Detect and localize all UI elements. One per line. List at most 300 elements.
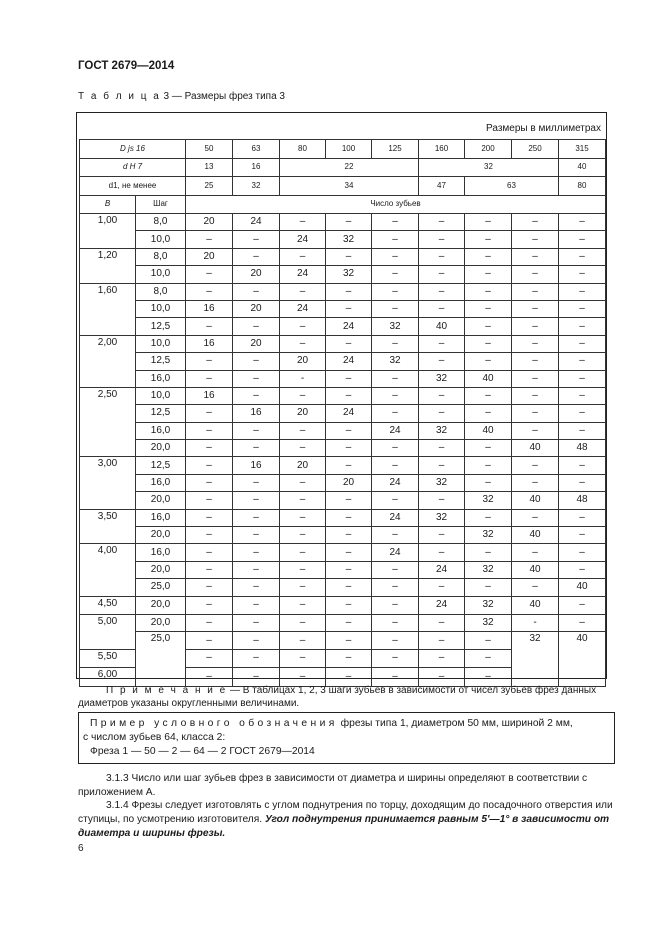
teeth-count-cell: –	[465, 318, 512, 335]
table-row	[80, 266, 606, 283]
table-note	[78, 684, 618, 710]
teeth-count-cell: –	[233, 527, 280, 544]
teeth-count-cell: –	[512, 544, 559, 561]
teeth-count-cell: 32	[372, 353, 419, 370]
teeth-count-cell: 24	[372, 544, 419, 561]
teeth-count-cell: –	[326, 632, 372, 649]
teeth-count-cell: –	[233, 614, 280, 631]
width-cell: 3,00	[80, 457, 136, 509]
teeth-count-cell: 40	[512, 440, 559, 457]
teeth-count-cell: 24	[280, 231, 326, 248]
teeth-count-cell: –	[465, 457, 512, 474]
teeth-count-cell: –	[280, 649, 326, 667]
teeth-count-cell: -	[512, 614, 559, 631]
teeth-count-cell: –	[186, 561, 233, 578]
teeth-count-cell: –	[372, 579, 419, 596]
pitch-cell: 20,0	[136, 561, 186, 578]
teeth-count-cell: –	[419, 248, 465, 265]
header-bore-value: 32	[419, 158, 559, 177]
teeth-count-cell: –	[559, 231, 606, 248]
teeth-count-cell: –	[372, 614, 419, 631]
teeth-count-cell: –	[465, 474, 512, 491]
teeth-count-cell: –	[280, 440, 326, 457]
teeth-count-cell: –	[559, 387, 606, 404]
header-diameter-value: 80	[280, 140, 326, 159]
pitch-cell: 20,0	[136, 596, 186, 614]
teeth-count-cell: –	[512, 509, 559, 526]
paragraph-3-1-4	[78, 799, 618, 841]
teeth-count-cell: –	[186, 649, 233, 667]
teeth-count-cell: –	[559, 614, 606, 631]
teeth-count-cell: –	[512, 474, 559, 491]
table-row	[80, 474, 606, 491]
teeth-count-cell: –	[559, 457, 606, 474]
teeth-count-cell: 32	[512, 632, 559, 686]
teeth-count-cell: 40	[512, 492, 559, 509]
teeth-count-cell: –	[280, 527, 326, 544]
width-cell: 5,50	[80, 649, 136, 667]
pitch-cell: 8,0	[136, 248, 186, 265]
header-hub-value: 25	[186, 177, 233, 196]
paragraph-3-1-4-text: 3.1.4 Фрезы следует изготовлять с углом поднутрения по торцу, доходящим до посадочного отверстия или ступицы, по усмотрению изготовителя.	[78, 800, 613, 825]
teeth-count-cell: –	[186, 668, 233, 686]
pitch-cell: 12,5	[136, 457, 186, 474]
teeth-count-cell: –	[233, 668, 280, 686]
teeth-count-cell: –	[465, 440, 512, 457]
example-line-1	[90, 718, 573, 729]
teeth-count-cell: –	[280, 544, 326, 561]
teeth-count-cell: –	[326, 214, 372, 231]
teeth-count-cell: –	[280, 492, 326, 509]
header-bore-value: 16	[233, 158, 280, 177]
teeth-count-cell: –	[233, 649, 280, 667]
teeth-count-cell: 40	[512, 596, 559, 614]
teeth-count-cell: –	[280, 335, 326, 352]
teeth-count-cell: 20	[326, 474, 372, 491]
teeth-count-cell: 24	[372, 422, 419, 439]
teeth-count-cell: –	[419, 649, 465, 667]
teeth-count-cell: –	[186, 405, 233, 422]
table-row	[80, 440, 606, 457]
pitch-cell: 25,0	[136, 579, 186, 596]
pitch-cell: 10,0	[136, 300, 186, 317]
header-diameter-value: 160	[419, 140, 465, 159]
teeth-count-cell: –	[233, 509, 280, 526]
width-cell: 6,00	[80, 668, 136, 686]
teeth-count-cell: –	[512, 422, 559, 439]
teeth-count-cell: –	[186, 422, 233, 439]
teeth-count-cell: –	[512, 405, 559, 422]
width-cell: 2,50	[80, 387, 136, 457]
teeth-count-cell: –	[326, 300, 372, 317]
teeth-count-cell: 24	[280, 266, 326, 283]
teeth-count-cell: –	[326, 579, 372, 596]
document-title: ГОСТ 2679—2014	[78, 60, 175, 72]
teeth-count-cell: –	[465, 231, 512, 248]
teeth-count-cell: 16	[233, 405, 280, 422]
teeth-count-cell: –	[419, 266, 465, 283]
teeth-count-cell: 32	[372, 318, 419, 335]
teeth-count-cell: –	[372, 492, 419, 509]
header-diameter-value: 250	[512, 140, 559, 159]
teeth-count-cell: –	[465, 335, 512, 352]
teeth-count-cell: 20	[186, 214, 233, 231]
teeth-count-cell: 40	[512, 561, 559, 578]
table-row	[80, 596, 606, 614]
example-label: Пример условного обозначения	[90, 718, 338, 729]
teeth-count-cell: –	[280, 214, 326, 231]
teeth-count-cell: –	[326, 387, 372, 404]
teeth-count-cell: –	[419, 405, 465, 422]
teeth-count-cell: –	[372, 596, 419, 614]
teeth-count-cell: –	[419, 300, 465, 317]
teeth-count-cell: –	[559, 353, 606, 370]
teeth-count-cell: –	[465, 387, 512, 404]
teeth-count-cell: –	[465, 353, 512, 370]
header-row-diameter	[80, 140, 606, 159]
teeth-count-cell: –	[280, 614, 326, 631]
teeth-count-cell: 40	[465, 422, 512, 439]
teeth-count-cell: –	[326, 649, 372, 667]
header-hub-value: 34	[280, 177, 419, 196]
teeth-count-cell: –	[559, 283, 606, 300]
teeth-count-cell: –	[372, 668, 419, 686]
teeth-count-cell: –	[280, 596, 326, 614]
teeth-count-cell: –	[186, 283, 233, 300]
teeth-count-cell: 48	[559, 440, 606, 457]
teeth-count-cell: 24	[372, 474, 419, 491]
header-hub-value: 32	[233, 177, 280, 196]
teeth-count-cell: 32	[465, 492, 512, 509]
teeth-count-cell: –	[512, 248, 559, 265]
table-row	[80, 214, 606, 231]
teeth-count-cell: –	[419, 668, 465, 686]
teeth-count-cell: 24	[326, 353, 372, 370]
teeth-count-cell: –	[186, 632, 233, 649]
table-row	[80, 544, 606, 561]
teeth-count-cell: –	[512, 318, 559, 335]
table-row	[80, 422, 606, 439]
teeth-count-cell: 32	[326, 231, 372, 248]
pitch-cell: 8,0	[136, 214, 186, 231]
table-row	[80, 509, 606, 526]
teeth-count-cell: –	[465, 544, 512, 561]
teeth-count-cell: –	[233, 422, 280, 439]
teeth-count-cell: 32	[419, 422, 465, 439]
width-cell: 1,60	[80, 283, 136, 335]
pitch-cell: 16,0	[136, 509, 186, 526]
teeth-count-cell: –	[419, 492, 465, 509]
teeth-count-cell: –	[186, 231, 233, 248]
teeth-count-cell: –	[559, 422, 606, 439]
teeth-count-cell: –	[186, 527, 233, 544]
teeth-count-cell: –	[186, 474, 233, 491]
teeth-count-cell: –	[326, 596, 372, 614]
note-label: П р и м е ч а н и е	[106, 685, 228, 696]
teeth-count-cell: –	[233, 318, 280, 335]
teeth-count-cell: –	[559, 300, 606, 317]
teeth-count-cell: –	[326, 492, 372, 509]
teeth-count-cell: 20	[233, 266, 280, 283]
teeth-count-cell: –	[465, 632, 512, 649]
teeth-count-cell: –	[559, 248, 606, 265]
teeth-count-cell: –	[372, 649, 419, 667]
teeth-count-cell: –	[280, 579, 326, 596]
pitch-cell: 20,0	[136, 492, 186, 509]
teeth-count-cell: –	[372, 387, 419, 404]
pitch-cell: 10,0	[136, 266, 186, 283]
teeth-count-cell: 24	[326, 318, 372, 335]
teeth-count-cell: 16	[233, 457, 280, 474]
teeth-count-cell: –	[186, 492, 233, 509]
teeth-count-cell: –	[372, 231, 419, 248]
teeth-count-cell: –	[280, 632, 326, 649]
teeth-count-cell: –	[512, 370, 559, 387]
teeth-count-cell: –	[186, 266, 233, 283]
teeth-count-cell: 40	[465, 370, 512, 387]
header-bore-value: 40	[559, 158, 606, 177]
teeth-count-cell: 32	[419, 474, 465, 491]
table-row	[80, 283, 606, 300]
teeth-count-cell: –	[419, 457, 465, 474]
teeth-count-cell: –	[559, 318, 606, 335]
width-cell: 3,50	[80, 509, 136, 544]
paragraph-3-1-3: 3.1.3 Число или шаг зубьев фрез в зависимости от диаметра и ширины определяют в соответствии с приложением А.	[78, 773, 588, 798]
table-row	[80, 300, 606, 317]
paragraph-3-1-4-emphasis: Угол поднутрения принимается равным 5'—1° в зависимости от диаметра и ширины фрезы.	[78, 814, 610, 839]
teeth-count-cell: –	[559, 509, 606, 526]
table-row	[80, 614, 606, 631]
teeth-count-cell: 24	[326, 405, 372, 422]
teeth-count-cell: –	[186, 509, 233, 526]
teeth-count-cell: 32	[419, 509, 465, 526]
width-cell: 1,20	[80, 248, 136, 283]
table-row	[80, 248, 606, 265]
teeth-count-cell: 16	[186, 335, 233, 352]
teeth-count-cell: –	[559, 405, 606, 422]
teeth-count-cell: –	[233, 544, 280, 561]
teeth-count-cell: –	[280, 248, 326, 265]
teeth-count-cell: –	[465, 579, 512, 596]
teeth-count-cell: –	[512, 231, 559, 248]
teeth-count-cell: 16	[186, 387, 233, 404]
teeth-count-cell: –	[326, 335, 372, 352]
teeth-count-cell: –	[280, 422, 326, 439]
teeth-count-cell: –	[372, 527, 419, 544]
table-row	[80, 632, 606, 649]
teeth-count-cell: –	[233, 231, 280, 248]
teeth-count-cell: –	[419, 544, 465, 561]
teeth-count-cell: 40	[559, 579, 606, 596]
teeth-count-cell: –	[465, 405, 512, 422]
teeth-count-cell: –	[465, 300, 512, 317]
header-diameter-value: 50	[186, 140, 233, 159]
teeth-count-cell: –	[559, 561, 606, 578]
teeth-count-cell: –	[233, 596, 280, 614]
teeth-count-cell: –	[512, 457, 559, 474]
header-diameter-value: 315	[559, 140, 606, 159]
width-cell: 5,00	[80, 614, 136, 649]
teeth-count-cell: –	[280, 561, 326, 578]
teeth-count-cell: –	[280, 387, 326, 404]
teeth-count-cell: –	[233, 579, 280, 596]
teeth-count-cell: –	[512, 579, 559, 596]
width-cell: 1,00	[80, 214, 136, 249]
example-line-1-text: фрезы типа 1, диаметром 50 мм, шириной 2 мм,	[337, 718, 573, 729]
teeth-count-cell: –	[512, 335, 559, 352]
teeth-count-cell: –	[326, 370, 372, 387]
teeth-count-cell: –	[280, 668, 326, 686]
teeth-count-cell: –	[186, 370, 233, 387]
example-designation: Фреза 1 — 50 — 2 — 64 — 2 ГОСТ 2679—2014	[90, 746, 315, 757]
teeth-count-cell: –	[419, 632, 465, 649]
width-cell: 4,50	[80, 596, 136, 614]
teeth-count-cell: –	[186, 579, 233, 596]
teeth-count-cell: 16	[186, 300, 233, 317]
header-row-bore	[80, 158, 606, 177]
teeth-count-cell: –	[372, 283, 419, 300]
header-bore-label: d H 7	[80, 158, 186, 177]
header-bore-value: 22	[280, 158, 419, 177]
teeth-count-cell: –	[512, 353, 559, 370]
teeth-count-cell: –	[233, 492, 280, 509]
teeth-count-cell: –	[512, 387, 559, 404]
teeth-count-cell: –	[419, 614, 465, 631]
table-row	[80, 561, 606, 578]
teeth-count-cell: –	[233, 283, 280, 300]
teeth-count-cell: –	[326, 544, 372, 561]
pitch-cell: 16,0	[136, 474, 186, 491]
teeth-count-cell: –	[233, 387, 280, 404]
teeth-count-cell: 24	[419, 561, 465, 578]
teeth-count-cell: –	[419, 231, 465, 248]
table-caption	[78, 91, 285, 102]
teeth-count-cell: –	[465, 283, 512, 300]
teeth-count-cell: –	[326, 248, 372, 265]
teeth-count-cell: –	[186, 440, 233, 457]
teeth-count-cell: –	[233, 474, 280, 491]
teeth-count-cell: –	[372, 266, 419, 283]
pitch-cell: 16,0	[136, 422, 186, 439]
header-hub-value: 47	[419, 177, 465, 196]
teeth-count-cell: –	[559, 596, 606, 614]
teeth-count-cell: –	[326, 283, 372, 300]
teeth-count-cell: –	[326, 527, 372, 544]
teeth-count-cell: –	[559, 214, 606, 231]
teeth-count-cell: –	[186, 614, 233, 631]
teeth-count-cell: –	[419, 214, 465, 231]
header-hub-value: 63	[465, 177, 559, 196]
teeth-count-cell: –	[326, 668, 372, 686]
teeth-count-cell: –	[559, 544, 606, 561]
teeth-count-cell: 32	[465, 527, 512, 544]
pitch-cell: 10,0	[136, 387, 186, 404]
teeth-count-cell: 24	[280, 300, 326, 317]
header-hub-value: 80	[559, 177, 606, 196]
teeth-count-cell: –	[372, 335, 419, 352]
pitch-cell: 16,0	[136, 370, 186, 387]
teeth-count-cell: –	[512, 266, 559, 283]
teeth-count-cell: –	[233, 440, 280, 457]
teeth-count-cell: –	[559, 335, 606, 352]
teeth-count-cell: 32	[419, 370, 465, 387]
teeth-count-cell: –	[419, 440, 465, 457]
teeth-count-cell: –	[372, 440, 419, 457]
header-teeth-label: Число зубьев	[186, 195, 606, 214]
teeth-count-cell: –	[419, 527, 465, 544]
pitch-cell: 20,0	[136, 527, 186, 544]
teeth-count-cell: –	[280, 509, 326, 526]
teeth-count-cell: –	[512, 300, 559, 317]
teeth-count-cell: –	[559, 474, 606, 491]
teeth-count-cell: 20	[186, 248, 233, 265]
teeth-count-cell: –	[372, 248, 419, 265]
teeth-count-cell: 48	[559, 492, 606, 509]
teeth-count-cell: 32	[465, 614, 512, 631]
teeth-count-cell: –	[372, 457, 419, 474]
teeth-count-cell: –	[233, 561, 280, 578]
teeth-count-cell: –	[326, 614, 372, 631]
table-caption-text: 3 — Размеры фрез типа 3	[160, 91, 285, 102]
pitch-cell: 12,5	[136, 405, 186, 422]
teeth-count-cell: 40	[419, 318, 465, 335]
note-text: — В таблицах 1, 2, 3 шаги зубьев в зависимости от чисел зубьев фрез данных диаметров указаны округленными величинами.	[78, 685, 597, 709]
teeth-count-cell: –	[559, 370, 606, 387]
teeth-count-cell: –	[559, 527, 606, 544]
teeth-count-cell: –	[186, 457, 233, 474]
teeth-count-cell: 40	[559, 632, 606, 686]
header-diameter-value: 200	[465, 140, 512, 159]
teeth-count-cell: –	[465, 509, 512, 526]
teeth-count-cell: –	[372, 370, 419, 387]
table-row	[80, 353, 606, 370]
pitch-cell: 10,0	[136, 231, 186, 248]
table-row	[80, 579, 606, 596]
table-row	[80, 318, 606, 335]
cutter-dimensions-table	[79, 139, 606, 687]
teeth-count-cell: 20	[280, 457, 326, 474]
example-line-2: с числом зубьев 64, класса 2:	[83, 732, 226, 743]
header-diameter-value: 100	[326, 140, 372, 159]
pitch-cell: 12,5	[136, 353, 186, 370]
header-bore-value: 13	[186, 158, 233, 177]
pitch-cell: 10,0	[136, 335, 186, 352]
teeth-count-cell: –	[186, 596, 233, 614]
teeth-count-cell: –	[326, 561, 372, 578]
teeth-count-cell: 24	[419, 596, 465, 614]
teeth-count-cell: 40	[512, 527, 559, 544]
teeth-count-cell: –	[512, 283, 559, 300]
teeth-count-cell: –	[465, 248, 512, 265]
teeth-count-cell: 20	[233, 300, 280, 317]
teeth-count-cell: –	[419, 387, 465, 404]
units-note: Размеры в миллиметрах	[486, 123, 601, 134]
teeth-count-cell: –	[465, 668, 512, 686]
teeth-count-cell: –	[419, 579, 465, 596]
teeth-count-cell: 32	[326, 266, 372, 283]
teeth-count-cell: –	[233, 632, 280, 649]
pitch-cell: 16,0	[136, 544, 186, 561]
teeth-count-cell: –	[326, 457, 372, 474]
teeth-count-cell: 24	[372, 509, 419, 526]
teeth-count-cell: –	[512, 214, 559, 231]
width-cell: 4,00	[80, 544, 136, 596]
teeth-count-cell: –	[559, 266, 606, 283]
teeth-count-cell: –	[186, 544, 233, 561]
header-width-label: B	[80, 195, 136, 214]
teeth-count-cell: –	[326, 422, 372, 439]
teeth-count-cell: –	[233, 248, 280, 265]
